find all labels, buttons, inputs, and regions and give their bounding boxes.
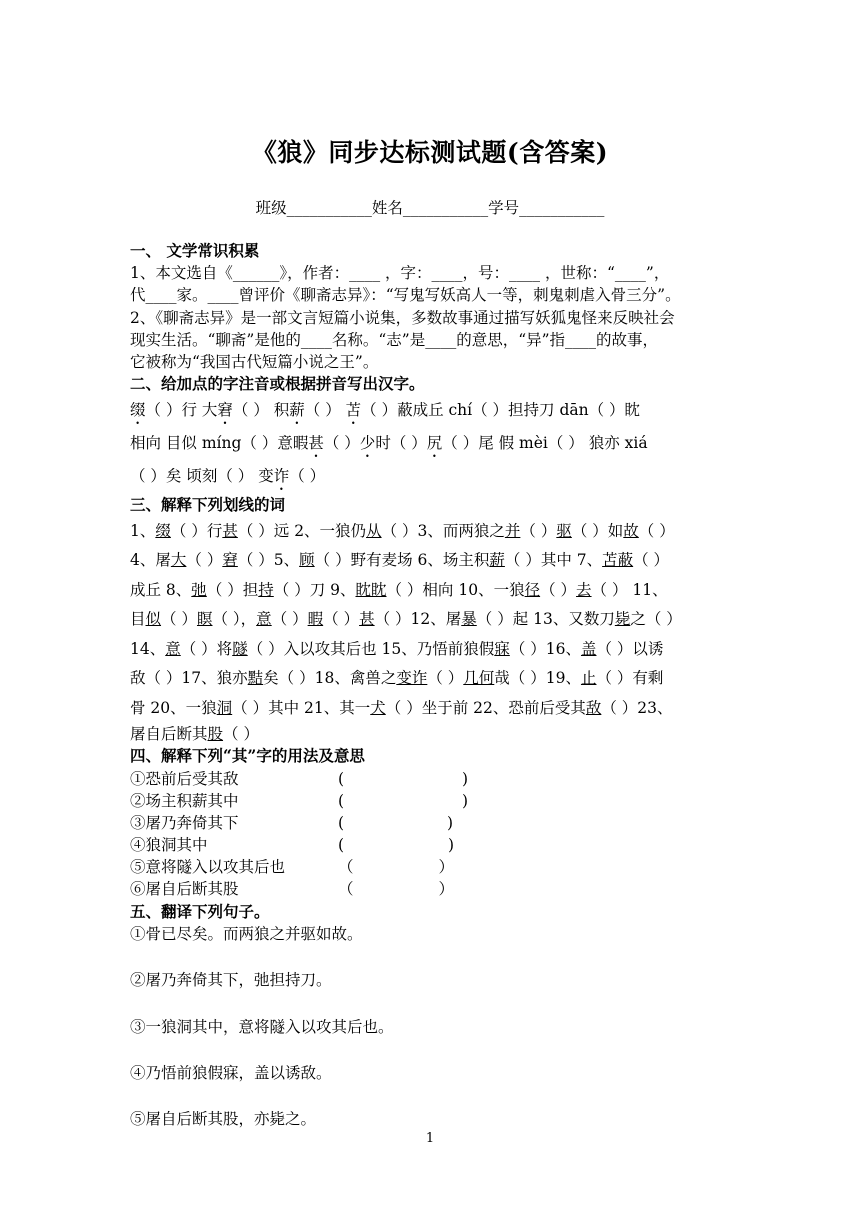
dotted-char: 缀 (130, 401, 146, 420)
text-run: （ ） (540, 580, 577, 599)
underlined-word: 隧 (232, 639, 248, 658)
text-run: （ ） (186, 551, 223, 570)
text-line (130, 576, 730, 606)
underlined-word: 变诈 (396, 669, 428, 688)
qi-sentence: ③屠乃奔倚其下 (130, 813, 239, 832)
text-line (130, 635, 730, 665)
underlined-word: 洞 (216, 698, 233, 717)
open-paren: ( (338, 791, 345, 810)
document-body (130, 240, 730, 1131)
qi-sentence: ①恐前后受其敌 (130, 769, 239, 788)
open-paren: （ (338, 858, 354, 877)
dotted-char: 薪 (289, 401, 305, 420)
text-run: （ ）矣 顷刻（ ） 变 (130, 467, 274, 486)
section-qi-usage (130, 745, 730, 900)
answer-blank (338, 856, 454, 878)
text-run: 哉（ ）19、 (494, 669, 581, 688)
underlined-word: 薪 (489, 551, 505, 570)
text-run: （ ）行 大 (145, 401, 218, 420)
text-run: 敌（ ）17、狼亦 (130, 669, 248, 688)
underlined-word: 持 (258, 580, 274, 599)
text-run: （ ） (323, 434, 360, 453)
text-line: 1、本文选自《______》，作者：____ ，字：____，号：____ ，世称：“____”， (130, 264, 670, 283)
text-run: （ ）以诱 (596, 639, 664, 658)
text-run: （ ）23、 (601, 698, 673, 717)
text-line (130, 517, 730, 547)
text-run: （ ）起 13、又数刀 (476, 610, 615, 629)
translation-sentence: ⑤屠自后断其股，亦毙之。 (130, 1110, 317, 1129)
underlined-word: 暴 (461, 610, 477, 629)
text-line: 现实生活。“聊斋”是他的____名称。“志”是____的意思，“异”指____的故事， (130, 330, 659, 349)
qi-item (130, 834, 730, 856)
text-run: （ ）其中 7、 (504, 551, 603, 570)
text-run: 之（ ） (630, 610, 682, 629)
text-line (130, 461, 730, 494)
translation-sentence: ③一狼洞其中，意将隧入以攻其后也。 (130, 1017, 394, 1036)
dotted-char: 甚 (308, 434, 324, 453)
text-line (130, 395, 730, 428)
underlined-word: 似 (145, 610, 162, 629)
underlined-word: 驱 (556, 521, 572, 540)
underlined-word: 黠 (247, 669, 264, 688)
text-line (130, 428, 730, 461)
close-paren: ) (461, 769, 468, 788)
text-run: 14、 (130, 639, 166, 658)
underlined-word: 缀 (155, 521, 171, 540)
close-paren: ) (461, 791, 468, 810)
text-run: （ ） (161, 610, 197, 629)
translation-sentence: ②屠乃奔倚其下，弛担持刀。 (130, 971, 332, 990)
close-paren: ) (446, 813, 453, 832)
section-heading: 三、解释下列划线的词 (130, 495, 286, 515)
text-run: （ ） (304, 401, 346, 420)
text-run: （ ）有剩 (596, 669, 664, 688)
text-run: （ ）， (212, 610, 257, 629)
underlined-word: 故 (623, 521, 639, 540)
underlined-word: 顾 (299, 551, 315, 570)
text-line: 2、《聊斋志异》是一部文言短篇小说集，多数故事通过描写妖狐鬼怪来反映社会 (130, 308, 675, 327)
underlined-word: 犬 (370, 698, 386, 717)
dotted-char: 少 (359, 434, 376, 453)
text-run: 4、屠 (130, 551, 171, 570)
underlined-word: 止 (580, 669, 597, 688)
text-run: （ ）3、而两狼之 (381, 521, 505, 540)
open-paren: ( (338, 813, 345, 832)
underlined-word: 瞑 (196, 610, 213, 629)
text-run: （ ）如 (571, 521, 624, 540)
underlined-word: 甚 (359, 610, 375, 629)
open-paren: ( (338, 836, 345, 855)
text-run: 屠自后断其 (130, 725, 208, 744)
answer-blank (338, 878, 454, 900)
text-line: 代____家。____曾评价《聊斋志异》：“写鬼写妖高人一等，刺鬼刺虐入骨三分”。 (130, 286, 681, 305)
text-run: 成丘 8、 (130, 580, 192, 599)
text-run: 相向 目似 míng（ ）意暇 (130, 434, 309, 453)
underlined-word: 意 (256, 610, 272, 629)
close-paren: ） (438, 880, 454, 899)
text-run: 目 (130, 610, 146, 629)
underlined-word: 苫蔽 (602, 551, 634, 570)
qi-sentence: ④狼洞其中 (130, 836, 208, 855)
page-title: 《狼》同步达标测试题(含答案) (251, 138, 609, 167)
text-line (130, 546, 730, 576)
underlined-word: 股 (207, 725, 224, 744)
text-run: （ ） (427, 669, 464, 688)
page-number: 1 (425, 1131, 435, 1146)
dotted-char: 诈 (273, 467, 290, 486)
text-run: （ ）16、 (509, 639, 581, 658)
underlined-word: 并 (504, 521, 521, 540)
answer-blank (338, 790, 468, 812)
answer-blank (338, 812, 453, 834)
underlined-word: 大 (170, 551, 187, 570)
text-run: （ ）12、屠 (374, 610, 462, 629)
underlined-word: 径 (524, 580, 541, 599)
underlined-word: 暇 (307, 610, 324, 629)
text-run: （ ）蔽成丘 chí（ ）担持刀 dān（ ）眈 (361, 401, 641, 420)
underlined-word: 寐 (494, 639, 510, 658)
underlined-word: 窘 (222, 551, 238, 570)
section-heading: 四、解释下列“其”字的用法及意思 (130, 746, 365, 766)
section-heading: 五、翻译下列句子。 (130, 901, 270, 921)
answer-blank (338, 834, 454, 856)
text-run: （ ） (520, 521, 557, 540)
section-literary-knowledge (130, 240, 730, 373)
dotted-char: 窘 (217, 401, 233, 420)
section-pinyin (130, 373, 730, 494)
text-run: （ ）野有麦场 6、场主积 (314, 551, 490, 570)
text-run: （ ）相向 10、一狼 (386, 580, 525, 599)
answer-blank (338, 768, 468, 790)
text-run: 矣（ ）18、禽兽之 (263, 669, 397, 688)
section-word-explanation (130, 494, 730, 745)
translation-sentence: ④乃悟前狼假寐，盖以诱敌。 (130, 1064, 332, 1083)
text-run: （ ）5、 (237, 551, 300, 570)
text-run: 时（ ） (375, 434, 427, 453)
text-line (130, 605, 730, 635)
qi-sentence: ②场主积薪其中 (130, 791, 239, 810)
open-paren: （ (338, 880, 354, 899)
dotted-char: 苫 (345, 401, 362, 420)
text-line: 它被称为“我国古代短篇小说之王”。 (130, 353, 379, 372)
qi-item (130, 878, 730, 900)
underlined-word: 敌 (585, 698, 602, 717)
text-run: （ ） 积 (232, 401, 290, 420)
qi-list (130, 768, 730, 901)
close-paren: ） (438, 858, 454, 877)
text-run: （ ） (289, 467, 326, 486)
text-run: （ ）坐于前 22、恐前后受其 (385, 698, 586, 717)
underlined-word: 弛 (191, 580, 207, 599)
underlined-word: 甚 (222, 521, 238, 540)
qi-item (130, 790, 730, 812)
qi-item (130, 856, 730, 878)
qi-item (130, 812, 730, 834)
dotted-char: 尻 (426, 434, 443, 453)
underlined-word: 意 (165, 639, 181, 658)
text-run: （ ） (271, 610, 308, 629)
text-run: （ ）将 (180, 639, 233, 658)
section-translation (130, 901, 730, 1131)
qi-item (130, 768, 730, 790)
underlined-word: 从 (366, 521, 382, 540)
text-run: （ ） (323, 610, 360, 629)
underlined-word: 眈眈 (355, 580, 387, 599)
text-line (130, 694, 730, 724)
text-line (130, 723, 730, 745)
translation-sentence: ①骨已尽矣。而两狼之并驱如故。 (130, 924, 363, 943)
text-run: （ ） (223, 725, 259, 744)
text-run: （ ） 11、 (591, 580, 668, 599)
text-run: （ ）担 (206, 580, 259, 599)
section-heading: 二、给加点的字注音或根据拼音写出汉字。 (130, 374, 425, 394)
underlined-word: 几何 (463, 669, 495, 688)
open-paren: ( (338, 769, 345, 788)
text-run: （ ）尾 假 mèi（ ） 狼亦 xiá (442, 434, 648, 453)
student-info-line: 班级___________姓名___________学号___________ (255, 199, 605, 217)
qi-sentence: ⑤意将隧入以攻其后也 (130, 858, 286, 877)
text-line (130, 664, 730, 694)
close-paren: ) (447, 836, 454, 855)
text-run: （ ）入以攻其后也 15、乃悟前狼假 (247, 639, 495, 658)
qi-sentence: ⑥屠自后断其股 (130, 880, 239, 899)
text-run: （ ）刀 9、 (273, 580, 356, 599)
text-run: （ ）其中 21、其一 (232, 698, 371, 717)
text-run: （ ）远 2、一狼仍 (237, 521, 367, 540)
text-run: 1、 (130, 521, 156, 540)
underlined-word: 毙 (614, 610, 631, 629)
underlined-word: 去 (576, 580, 592, 599)
text-run: 骨 20、一狼 (130, 698, 217, 717)
section-heading: 一、 文学常识积累 (130, 241, 260, 260)
text-run: （ ） (633, 551, 670, 570)
text-run: （ ）行 (170, 521, 223, 540)
text-run: （ ） (638, 521, 675, 540)
underlined-word: 盖 (580, 639, 597, 658)
